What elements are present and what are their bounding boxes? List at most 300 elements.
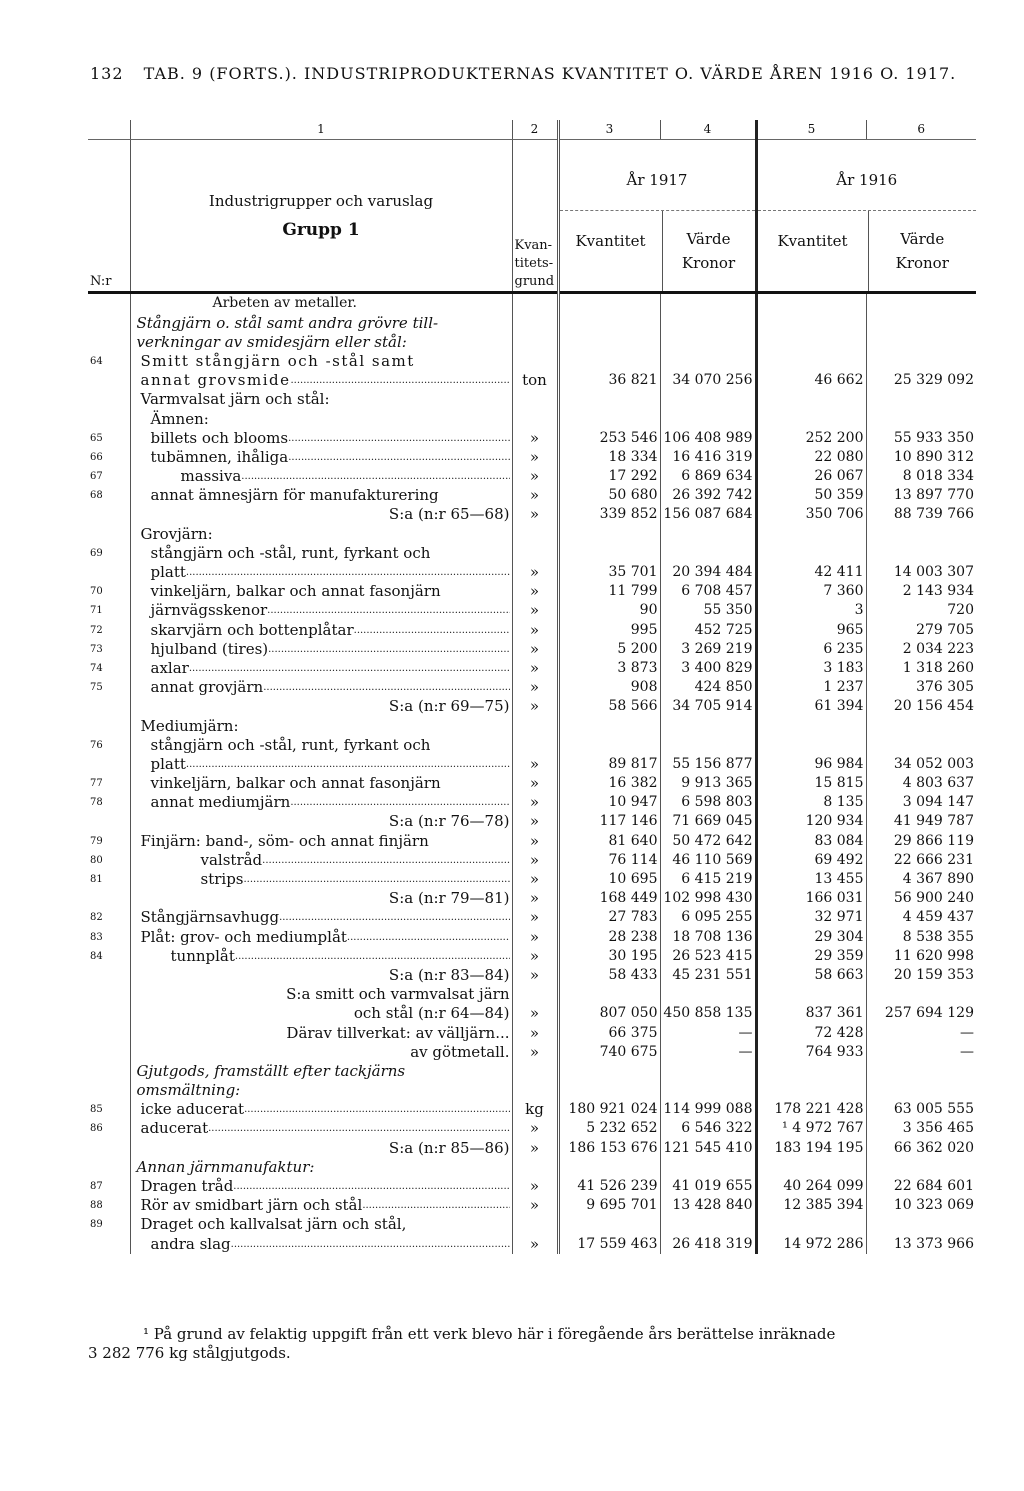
row-label-text <box>133 563 510 582</box>
row-label-text <box>133 889 510 908</box>
year-1917-header <box>558 140 756 293</box>
row-label-text <box>133 966 510 985</box>
label-text: Ämnen: <box>150 409 209 428</box>
kvantitet-1916-label: Kvantitet <box>758 211 869 291</box>
varde-1917: 55 350 <box>660 601 756 620</box>
varde-1916: 279 705 <box>916 621 974 638</box>
varde-1917 <box>660 1081 756 1100</box>
row-number: 77 <box>88 774 130 793</box>
row-label-text <box>133 1043 510 1062</box>
varde-1917 <box>660 313 756 332</box>
leader-dots <box>186 563 510 582</box>
label-text: Draget och kallvalsat järn och stål, <box>140 1215 407 1234</box>
unit-cell: » <box>512 678 558 697</box>
row-label <box>130 1004 512 1023</box>
table-row <box>88 313 976 332</box>
table-row <box>88 831 976 850</box>
kvantitet-1916: 83 084 <box>756 831 866 850</box>
varde-1917 <box>660 1215 756 1234</box>
label-text: andra slag <box>150 1234 231 1253</box>
leader-dots <box>244 1100 509 1119</box>
varde-1916: 720 <box>947 602 974 619</box>
varde-1917: 6 546 322 <box>660 1119 756 1138</box>
row-label-text <box>133 640 510 659</box>
row-number: 69 <box>88 544 130 563</box>
table-row <box>88 640 976 659</box>
kvantitet-1917: 89 817 <box>558 755 660 774</box>
row-label <box>130 544 512 563</box>
table-row <box>88 1043 976 1062</box>
varde-1917: 6 415 219 <box>660 870 756 889</box>
kvantitet-1917: 18 334 <box>558 448 660 467</box>
kvantitet-1917: 5 232 652 <box>558 1119 660 1138</box>
label-text: Smitt stångjärn och -stål samt <box>140 351 415 370</box>
row-label-text <box>133 678 510 697</box>
kvantitet-1916: 22 080 <box>756 448 866 467</box>
varde-1917: 106 408 989 <box>660 429 756 448</box>
unit-cell: » <box>512 1043 558 1062</box>
varde-1916: 11 620 998 <box>893 947 974 964</box>
row-label <box>130 1234 512 1253</box>
table-row <box>88 1062 976 1081</box>
label-text: Varmvalsat järn och stål: <box>140 390 330 409</box>
kvantitet-1917 <box>558 1081 660 1100</box>
row-number <box>88 966 130 985</box>
unit-cell <box>512 1062 558 1081</box>
table-row <box>88 505 976 524</box>
unit-cell: » <box>512 793 558 812</box>
kvantitet-1916: 72 428 <box>756 1023 866 1042</box>
row-label <box>130 774 512 793</box>
varde-1917: — <box>660 1043 756 1062</box>
table-row <box>88 678 976 697</box>
row-label <box>130 947 512 966</box>
row-number: 72 <box>88 620 130 639</box>
row-label <box>130 429 512 448</box>
row-number: 74 <box>88 659 130 678</box>
label-text: tunnplåt <box>170 946 235 965</box>
varde-1917 <box>660 1062 756 1081</box>
kvantitet-1917 <box>558 1062 660 1081</box>
kvantitet-1916: 32 971 <box>756 908 866 927</box>
unit-cell: ton <box>512 371 558 390</box>
kvantitet-1917: 995 <box>558 620 660 639</box>
unit-cell: » <box>512 1138 558 1157</box>
varde-1916: 8 018 334 <box>902 468 974 485</box>
label-text: S:a (n:r 85—86) <box>388 1138 510 1157</box>
unit-cell <box>512 544 558 563</box>
leader-dots <box>263 678 509 697</box>
kvantitet-1916: 14 972 286 <box>756 1234 866 1253</box>
unit-cell: » <box>512 467 558 486</box>
label-text: stångjärn och -stål, runt, fyrkant och <box>150 735 431 754</box>
kvantitet-1917-label: Kvantitet <box>560 211 663 291</box>
kvantitet-1916 <box>756 716 866 735</box>
varde-1916: 55 933 350 <box>893 429 974 446</box>
varde-1916 <box>866 293 976 314</box>
row-label-text <box>133 314 510 333</box>
row-label-text <box>133 697 510 716</box>
kvantitet-1916 <box>756 333 866 352</box>
year-1916-header <box>756 140 976 293</box>
row-label <box>130 390 512 409</box>
leader-dots <box>244 870 510 889</box>
table-row <box>88 1138 976 1157</box>
kvantitet-1917: 36 821 <box>558 371 660 390</box>
kvantitet-1916: ¹ 4 972 767 <box>756 1119 866 1138</box>
kvantitet-1916: 3 <box>756 601 866 620</box>
row-label-text <box>133 985 510 1004</box>
row-number <box>88 755 130 774</box>
row-label-text <box>133 755 510 774</box>
kvantitet-1916: 58 663 <box>756 966 866 985</box>
row-label <box>130 659 512 678</box>
unit-cell <box>512 1158 558 1177</box>
column-header-row <box>88 140 976 293</box>
kvantitet-1916: 965 <box>756 620 866 639</box>
table-row <box>88 697 976 716</box>
varde-1917: 71 669 045 <box>660 812 756 831</box>
label-text: Grovjärn: <box>140 524 213 543</box>
group-label: Industrigrupper och varuslag <box>208 191 434 210</box>
kvantitet-1916: 29 359 <box>756 947 866 966</box>
label-text: aducerat <box>140 1119 209 1138</box>
varde-1916 <box>866 544 976 563</box>
unit-cell <box>512 1215 558 1234</box>
row-number <box>88 1004 130 1023</box>
label-text: järnvägsskenor <box>150 601 268 620</box>
varde-1916 <box>866 716 976 735</box>
kvantitet-1917: 27 783 <box>558 908 660 927</box>
row-label-text <box>133 333 510 352</box>
row-label <box>130 678 512 697</box>
label-text: valstråd <box>200 850 263 869</box>
label-text: annat mediumjärn <box>150 793 291 812</box>
row-number <box>88 313 130 332</box>
kvantitet-1916 <box>756 390 866 409</box>
kvantitet-1917: 186 153 676 <box>558 1138 660 1157</box>
table-row <box>88 371 976 390</box>
kvantitet-1917 <box>558 409 660 428</box>
varde-1916: — <box>960 1043 974 1060</box>
table-row <box>88 563 976 582</box>
table-row <box>88 851 976 870</box>
row-label-text <box>133 908 510 927</box>
leader-dots <box>279 908 509 927</box>
varde-1917: 452 725 <box>660 620 756 639</box>
varde-1916 <box>866 313 976 332</box>
label-text: S:a (n:r 83—84) <box>388 965 510 984</box>
label-text: hjulband (tires) <box>150 639 269 658</box>
kvantitet-1917 <box>558 524 660 543</box>
kvantitet-1916: 12 385 394 <box>756 1196 866 1215</box>
unit-cell: » <box>512 620 558 639</box>
row-label <box>130 927 512 946</box>
kvantitet-1917: 339 852 <box>558 505 660 524</box>
unit-cell: » <box>512 966 558 985</box>
label-text: Plåt: grov- och mediumplåt <box>140 927 347 946</box>
row-label-text <box>133 793 510 812</box>
label-text: stångjärn och -stål, runt, fyrkant och <box>150 543 431 562</box>
varde-1917 <box>660 544 756 563</box>
unit-cell: » <box>512 429 558 448</box>
unit-cell: » <box>512 1234 558 1253</box>
row-label <box>130 486 512 505</box>
table-row <box>88 659 976 678</box>
unit-cell: » <box>512 1004 558 1023</box>
varde-1916: 25 329 092 <box>893 372 974 389</box>
varde-1916: 10 323 069 <box>893 1197 974 1214</box>
label-text: annat grovjärn <box>150 678 264 697</box>
varde-1916: 63 005 555 <box>893 1101 974 1118</box>
unit-cell: kg <box>512 1100 558 1119</box>
unit-cell: » <box>512 1177 558 1196</box>
varde-1917: 6 708 457 <box>660 582 756 601</box>
row-number: 71 <box>88 601 130 620</box>
table-row <box>88 1081 976 1100</box>
varde-1917: 3 400 829 <box>660 659 756 678</box>
unit-cell: » <box>512 812 558 831</box>
row-label <box>130 293 512 314</box>
kvantitet-1916: 29 304 <box>756 927 866 946</box>
table-row <box>88 1234 976 1253</box>
row-number: 81 <box>88 870 130 889</box>
kvantitet-1917: 90 <box>558 601 660 620</box>
varde-1917: 6 095 255 <box>660 908 756 927</box>
row-label-text <box>133 928 510 947</box>
row-label <box>130 870 512 889</box>
label-text: S:a (n:r 79—81) <box>388 889 510 908</box>
kvantitet-1916: 183 194 195 <box>756 1138 866 1157</box>
varde-1916: 13 897 770 <box>893 487 974 504</box>
row-label <box>130 1023 512 1042</box>
varde-1917: 9 913 365 <box>660 774 756 793</box>
label-text: massiva <box>180 467 242 486</box>
label-text: Stångjärn o. stål samt andra grövre till- <box>136 313 439 332</box>
row-number <box>88 812 130 831</box>
varde-1917: 16 416 319 <box>660 448 756 467</box>
varde-1916 <box>866 352 976 371</box>
varde-1916: 2 034 223 <box>902 640 974 657</box>
kvantitet-1917 <box>558 544 660 563</box>
row-label <box>130 755 512 774</box>
unit-cell <box>512 716 558 735</box>
varde-1916: 4 459 437 <box>902 909 974 926</box>
varde-1916 <box>866 1062 976 1081</box>
col-number-5: 5 <box>756 120 866 140</box>
row-label <box>130 851 512 870</box>
label-text: Mediumjärn: <box>140 716 239 735</box>
kvantitet-1917: 16 382 <box>558 774 660 793</box>
kvantitet-1916 <box>756 1158 866 1177</box>
unit-cell: » <box>512 601 558 620</box>
row-label <box>130 1043 512 1062</box>
varde-1916: 13 373 966 <box>893 1235 974 1252</box>
row-label-text <box>133 1081 510 1100</box>
varde-label: Värde <box>900 230 945 249</box>
row-number: 82 <box>88 908 130 927</box>
row-number <box>88 1234 130 1253</box>
kvantitet-1916: 7 360 <box>756 582 866 601</box>
table-row <box>88 448 976 467</box>
varde-1916: 257 694 129 <box>884 1005 974 1022</box>
row-number <box>88 889 130 908</box>
kvantitet-1917: 10 947 <box>558 793 660 812</box>
varde-1917 <box>660 333 756 352</box>
kvantitet-1917 <box>558 313 660 332</box>
unit-cell: » <box>512 1119 558 1138</box>
varde-1917 <box>660 524 756 543</box>
label-text: S:a (n:r 69—75) <box>388 697 510 716</box>
row-label <box>130 371 512 390</box>
varde-1916 <box>866 333 976 352</box>
kvantitet-1916: 8 135 <box>756 793 866 812</box>
unit-cell <box>512 352 558 371</box>
label-text: billets och blooms <box>150 428 289 447</box>
varde-1916: 1 318 260 <box>902 659 974 676</box>
varde-1916: 4 367 890 <box>902 871 974 887</box>
unit-cell <box>512 293 558 314</box>
label-text: omsmältning: <box>136 1081 241 1100</box>
kvantitet-1917: 3 873 <box>558 659 660 678</box>
label-text: annat grovsmide <box>140 371 291 390</box>
kvantitet-1916 <box>756 985 866 1004</box>
year-1917-label: År 1917 <box>560 140 755 211</box>
table-body <box>88 293 976 1254</box>
kvantitet-1917 <box>558 716 660 735</box>
varde-1917: 6 869 634 <box>660 467 756 486</box>
kvantitet-1917: 740 675 <box>558 1043 660 1062</box>
unit-cell <box>512 736 558 755</box>
leader-dots <box>231 1235 510 1254</box>
table-row <box>88 1004 976 1023</box>
label-text: S:a smitt och varmvalsat järn <box>286 985 510 1004</box>
unit-cell: » <box>512 889 558 908</box>
leader-dots <box>189 659 510 678</box>
varde-1917 <box>660 736 756 755</box>
leader-dots <box>268 640 509 659</box>
row-number: 73 <box>88 640 130 659</box>
kvantitet-1916 <box>756 313 866 332</box>
leader-dots <box>186 755 510 774</box>
table-row <box>88 1023 976 1042</box>
label-text: Stångjärnsavhugg <box>140 908 280 927</box>
unit-cell: » <box>512 870 558 889</box>
leader-dots <box>262 851 509 870</box>
kvantitet-1916 <box>756 293 866 314</box>
leader-dots <box>241 467 509 486</box>
row-label <box>130 352 512 371</box>
kronor-label: Kronor <box>681 254 736 273</box>
table-row <box>88 755 976 774</box>
kvantitet-1916: 96 984 <box>756 755 866 774</box>
kvantitet-1916: 764 933 <box>756 1043 866 1062</box>
unit-cell: » <box>512 831 558 850</box>
table-row <box>88 870 976 889</box>
kvantitet-1917 <box>558 333 660 352</box>
label-text: tubämnen, ihåliga <box>150 447 289 466</box>
kvantitet-1917: 5 200 <box>558 640 660 659</box>
varde-1917: 424 850 <box>660 678 756 697</box>
varde-1916: 14 003 307 <box>893 564 974 580</box>
row-label-text <box>133 1062 510 1081</box>
row-label-text <box>133 736 510 755</box>
kvantitet-1917 <box>558 293 660 314</box>
row-label <box>130 697 512 716</box>
row-label-text <box>133 1235 510 1254</box>
kvantitet-1916: 46 662 <box>756 371 866 390</box>
row-label <box>130 1177 512 1196</box>
kvantitet-1917 <box>558 390 660 409</box>
varde-1917: 3 269 219 <box>660 640 756 659</box>
row-number: 76 <box>88 736 130 755</box>
footnote <box>88 1325 974 1363</box>
kvantitet-1917: 41 526 239 <box>558 1177 660 1196</box>
row-number: 65 <box>88 429 130 448</box>
group-name: Grupp 1 <box>282 219 360 240</box>
varde-1917 <box>660 716 756 735</box>
row-label <box>130 1215 512 1234</box>
varde-1916: 20 156 454 <box>893 698 974 715</box>
nr-header: N:r <box>88 140 130 293</box>
row-label-text <box>133 1119 510 1138</box>
varde-1916: 56 900 240 <box>893 890 974 907</box>
row-number <box>88 371 130 390</box>
year-1916-label: År 1916 <box>758 140 977 211</box>
label-text: Arbeten av metaller. <box>212 295 358 312</box>
unit-cell: » <box>512 851 558 870</box>
kvantitet-1917: 28 238 <box>558 927 660 946</box>
kvantitet-1917 <box>558 352 660 371</box>
unit-cell: » <box>512 697 558 716</box>
table-row <box>88 293 976 314</box>
varde-1916: 3 094 147 <box>902 794 974 811</box>
row-label-text <box>133 659 510 678</box>
label-text: vinkeljärn, balkar och annat fasonjärn <box>150 774 441 793</box>
varde-1916 <box>866 1215 976 1234</box>
varde-1916: 8 538 355 <box>902 928 974 945</box>
varde-1916 <box>866 985 976 1004</box>
table-row <box>88 486 976 505</box>
unit-cell: » <box>512 448 558 467</box>
table-row <box>88 1177 976 1196</box>
kvantitet-1917: 50 680 <box>558 486 660 505</box>
varde-1917: 46 110 569 <box>660 851 756 870</box>
table-row <box>88 793 976 812</box>
unit-cell <box>512 1081 558 1100</box>
table-row <box>88 889 976 908</box>
varde-1916 <box>866 736 976 755</box>
leader-dots <box>235 947 510 966</box>
row-label <box>130 985 512 1004</box>
unit-header: Kvan-titets-grund <box>512 140 558 293</box>
varde-1917: 45 231 551 <box>660 966 756 985</box>
table-row <box>88 544 976 563</box>
kvantitet-1916: 50 359 <box>756 486 866 505</box>
varde-1916: — <box>960 1024 974 1041</box>
table-row <box>88 352 976 371</box>
kvantitet-1916: 252 200 <box>756 429 866 448</box>
kvantitet-1917: 58 566 <box>558 697 660 716</box>
kvantitet-1917: 253 546 <box>558 429 660 448</box>
row-label-text <box>133 870 510 889</box>
row-label-text <box>133 486 510 505</box>
row-label-text <box>133 621 510 640</box>
unit-cell: » <box>512 486 558 505</box>
kvantitet-1917: 117 146 <box>558 812 660 831</box>
footnote-line-2: 3 282 776 kg stålgjutgods. <box>88 1344 291 1362</box>
row-number <box>88 505 130 524</box>
